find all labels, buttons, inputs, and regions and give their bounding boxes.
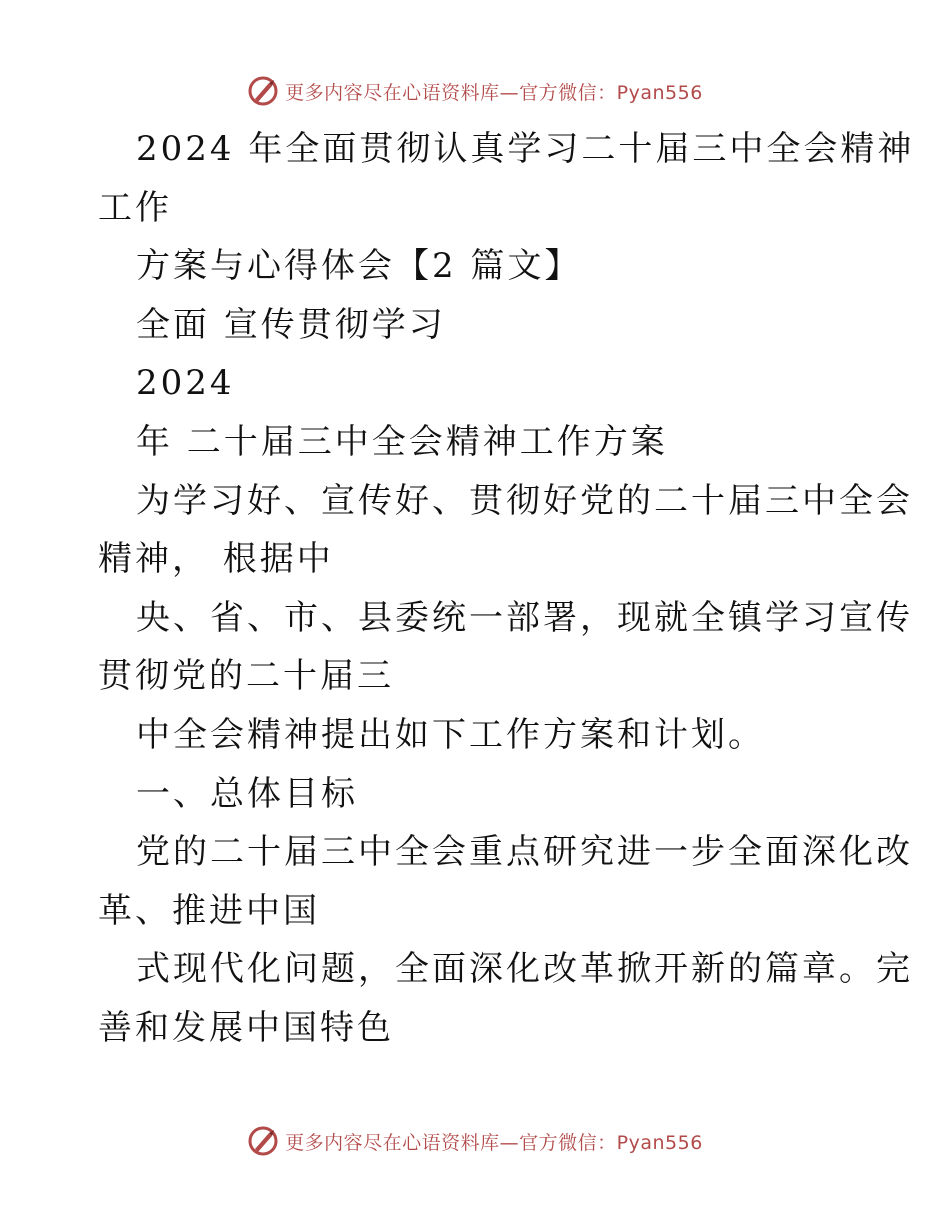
text-line: 全面 宣传贯彻学习 bbox=[136, 304, 446, 345]
text-line: 为学习好、宣传好、贯彻好党的二十届三中全会 bbox=[136, 480, 913, 521]
section-heading: 一、总体目标 bbox=[136, 773, 358, 814]
text-line: 2024 年全面贯彻认真学习二十届三中全会精神 bbox=[136, 129, 915, 169]
watermark-text: 更多内容尽在心语资料库—官方微信：Pyan556 bbox=[285, 1131, 703, 1154]
quill-logo-icon bbox=[247, 75, 279, 107]
text-line: 精神， 根据中 bbox=[98, 539, 334, 580]
text-line: 年 二十届三中全会精神工作方案 bbox=[136, 421, 668, 462]
text-line: 方案与心得体会【2 篇文】 bbox=[136, 246, 582, 287]
quill-logo-icon bbox=[247, 1125, 279, 1157]
text-line: 式现代化问题，全面深化改革掀开新的篇章。完 bbox=[136, 949, 913, 990]
text-line: 党的二十届三中全会重点研究进一步全面深化改 bbox=[136, 832, 913, 873]
text-line: 工作 bbox=[98, 187, 172, 228]
document-body bbox=[98, 120, 915, 1058]
header-watermark bbox=[0, 71, 950, 111]
text-line: 善和发展中国特色 bbox=[98, 1007, 394, 1048]
text-line: 贯彻党的二十届三 bbox=[98, 656, 394, 697]
watermark-text: 更多内容尽在心语资料库—官方微信：Pyan556 bbox=[285, 81, 703, 104]
text-line: 中全会精神提出如下工作方案和计划。 bbox=[136, 714, 765, 755]
text-line: 央、省、市、县委统一部署，现就全镇学习宣传 bbox=[136, 597, 913, 638]
text-line: 革、推进中国 bbox=[98, 890, 320, 931]
text-line: 2024 bbox=[136, 363, 235, 404]
footer-watermark bbox=[0, 1121, 950, 1161]
